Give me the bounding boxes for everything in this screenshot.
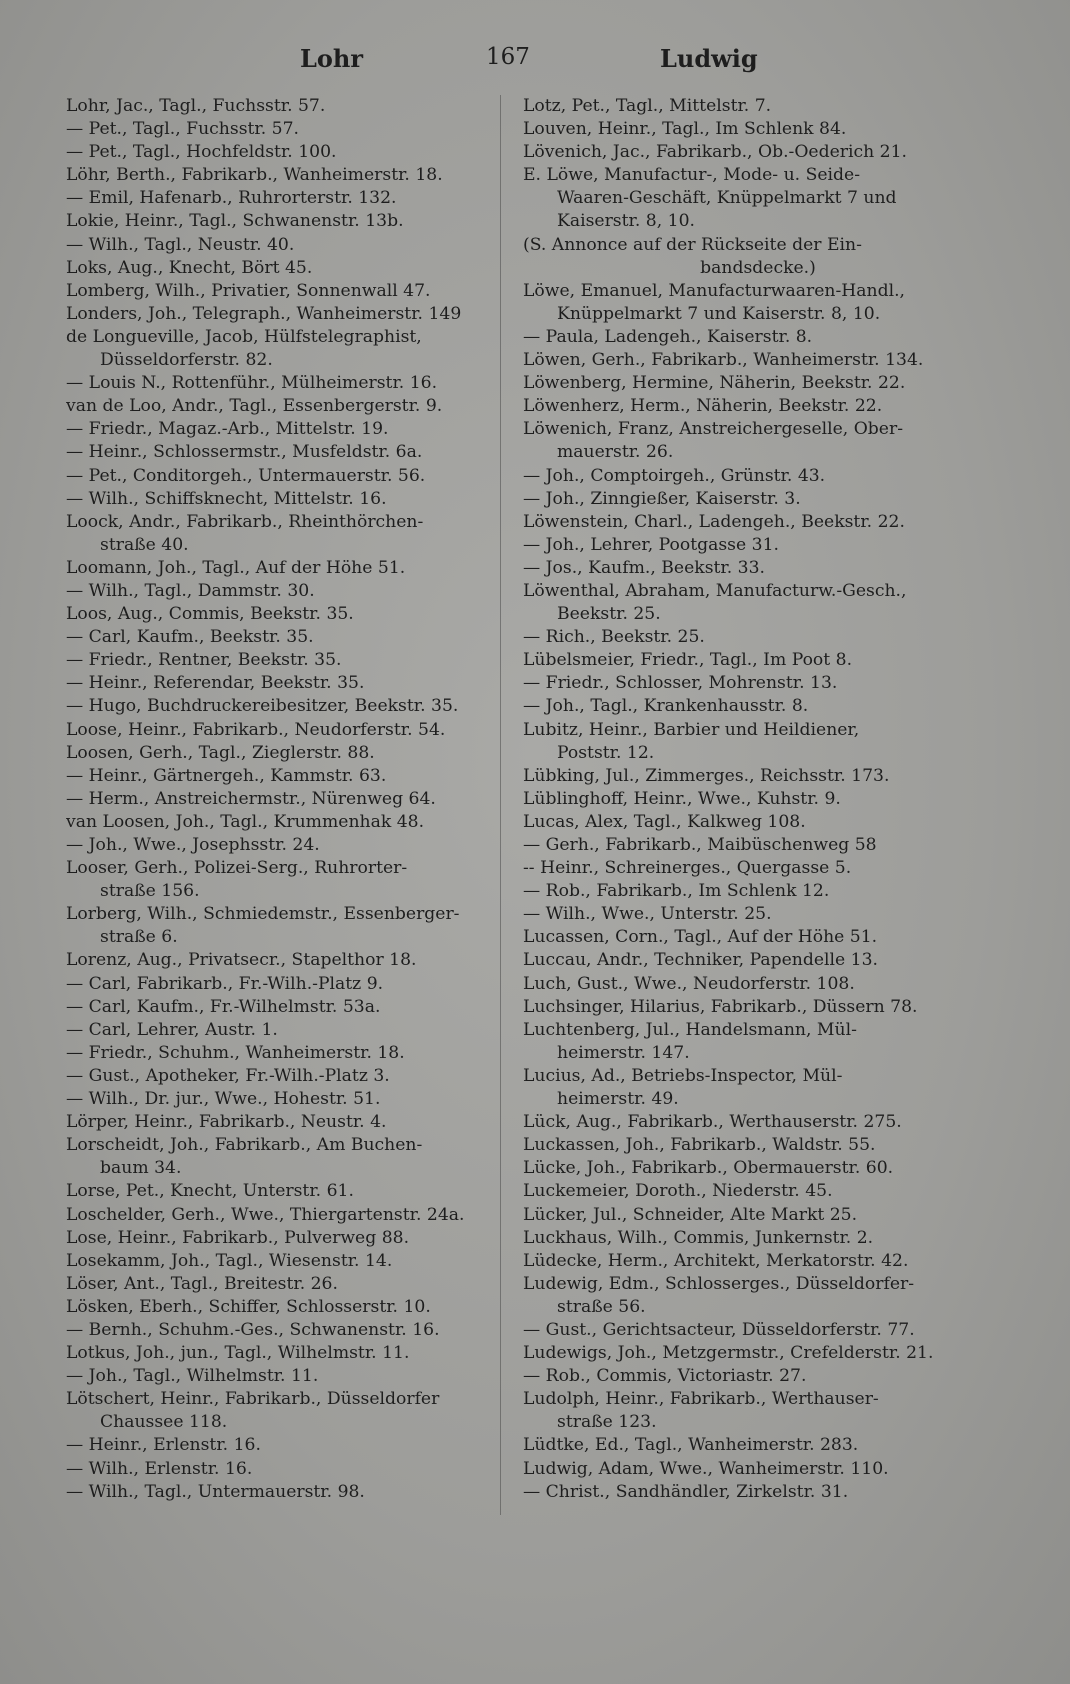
header-left-keyword: Lohr xyxy=(300,44,363,73)
directory-entry-line: bandsdecke.) xyxy=(700,257,816,278)
directory-entry-line: Lomberg, Wilh., Privatier, Sonnenwall 47. xyxy=(66,280,431,301)
directory-entry-line: — Friedr., Schuhm., Wanheimerstr. 18. xyxy=(66,1042,405,1063)
directory-entry-line: — Rich., Beekstr. 25. xyxy=(523,627,705,648)
directory-entry-line: Löwenthal, Abraham, Manufacturw.-Gesch., xyxy=(523,580,907,601)
directory-entry-line: Loosen, Gerh., Tagl., Zieglerstr. 88. xyxy=(66,742,375,763)
directory-entry-line: — Hugo, Buchdruckereibesitzer, Beekstr. 35. xyxy=(66,696,459,717)
directory-entry-line: Looser, Gerh., Polizei-Serg., Ruhrorter- xyxy=(66,858,408,879)
directory-entry-line: Ludolph, Heinr., Fabrikarb., Werthauser- xyxy=(523,1389,879,1410)
directory-entry-line: Löwenich, Franz, Anstreichergeselle, Ober- xyxy=(523,419,903,440)
directory-entry-line: Beekstr. 25. xyxy=(557,604,661,625)
directory-entry-line: Loose, Heinr., Fabrikarb., Neudorferstr. 54. xyxy=(66,719,446,740)
directory-entry-line: — Paula, Ladengeh., Kaiserstr. 8. xyxy=(523,326,813,347)
directory-entry-line: — Pet., Tagl., Hochfeldstr. 100. xyxy=(66,142,337,163)
directory-entry-line: — Heinr., Gärtnergeh., Kammstr. 63. xyxy=(66,765,387,786)
directory-entry-line: van Loosen, Joh., Tagl., Krummenhak 48. xyxy=(66,811,425,832)
directory-entry-line: Lorscheidt, Joh., Fabrikarb., Am Buchen- xyxy=(66,1135,423,1156)
directory-entry-line: — Carl, Lehrer, Austr. 1. xyxy=(66,1019,278,1040)
directory-entry-line: Löwen, Gerh., Fabrikarb., Wanheimerstr. 134. xyxy=(523,350,924,371)
directory-entry-line: Löwenherz, Herm., Näherin, Beekstr. 22. xyxy=(523,396,883,417)
directory-entry-line: Ludewig, Edm., Schlosserges., Düsseldorfer- xyxy=(523,1273,915,1294)
directory-entry-line: — Joh., Tagl., Krankenhausstr. 8. xyxy=(523,696,809,717)
directory-entry-line: — Joh., Wwe., Josephsstr. 24. xyxy=(66,835,320,855)
directory-entry-line: Luckhaus, Wilh., Commis, Junkernstr. 2. xyxy=(523,1227,874,1248)
directory-entry-line: straße 40. xyxy=(100,534,189,555)
directory-entry-line: — Bernh., Schuhm.-Ges., Schwanenstr. 16. xyxy=(66,1319,440,1340)
directory-entry-line: E. Löwe, Manufactur-, Mode- u. Seide- xyxy=(523,165,861,186)
directory-entry-line: Löwenberg, Hermine, Näherin, Beekstr. 22. xyxy=(523,373,906,394)
directory-entry-line: — Louis N., Rottenführ., Mülheimerstr. 16. xyxy=(66,373,438,394)
directory-entry-line: Ludewigs, Joh., Metzgermstr., Crefelderstr. 21. xyxy=(523,1343,934,1364)
directory-entry-line: Lubitz, Heinr., Barbier und Heildiener, xyxy=(523,719,860,740)
directory-entry-line: — Joh., Comptoirgeh., Grünstr. 43. xyxy=(523,465,826,486)
directory-entry-line: — Friedr., Magaz.-Arb., Mittelstr. 19. xyxy=(66,419,389,440)
directory-entry-line: baum 34. xyxy=(100,1158,182,1179)
directory-entry-line: Lorberg, Wilh., Schmiedemstr., Essenberger- xyxy=(66,904,460,925)
directory-entry-line: Lose, Heinr., Fabrikarb., Pulverweg 88. xyxy=(66,1227,410,1248)
directory-entry-line: Lotkus, Joh., jun., Tagl., Wilhelmstr. 11. xyxy=(66,1343,410,1364)
directory-entry-line: Löwenstein, Charl., Ladengeh., Beekstr. 22. xyxy=(523,511,905,532)
directory-entry-line: — Gerh., Fabrikarb., Maibüschenweg 58 xyxy=(523,835,877,855)
directory-entry-line: heimerstr. 49. xyxy=(557,1089,679,1110)
directory-entry-line: — Carl, Kaufm., Fr.-Wilhelmstr. 53a. xyxy=(66,996,381,1017)
directory-entry-line: Luccau, Andr., Techniker, Papendelle 13. xyxy=(523,950,878,971)
directory-entry-line: Löwe, Emanuel, Manufacturwaaren-Handl., xyxy=(523,280,906,301)
directory-entry-line: Lucas, Alex, Tagl., Kalkweg 108. xyxy=(523,811,806,832)
directory-entry-line: — Pet., Conditorgeh., Untermauerstr. 56. xyxy=(66,465,426,486)
directory-entry-line: Loock, Andr., Fabrikarb., Rheinthörchen- xyxy=(66,511,424,532)
directory-entry-line: — Friedr., Rentner, Beekstr. 35. xyxy=(66,650,342,671)
directory-entry-line: Lörper, Heinr., Fabrikarb., Neustr. 4. xyxy=(66,1112,387,1133)
directory-entry-line: Löser, Ant., Tagl., Breitestr. 26. xyxy=(66,1273,338,1294)
directory-entry-line: Londers, Joh., Telegraph., Wanheimerstr. 149 xyxy=(66,303,462,324)
directory-entry-line: — Joh., Zinngießer, Kaiserstr. 3. xyxy=(523,488,801,509)
directory-entry-line: Lösken, Eberh., Schiffer, Schlosserstr. 10. xyxy=(66,1296,431,1317)
page-number: 167 xyxy=(486,44,530,70)
directory-entry-line: Kaiserstr. 8, 10. xyxy=(557,211,695,232)
directory-entry-line: Luckemeier, Doroth., Niederstr. 45. xyxy=(523,1181,833,1202)
directory-entry-line: Lüdecke, Herm., Architekt, Merkatorstr. 42. xyxy=(523,1250,909,1271)
directory-entry-line: heimerstr. 147. xyxy=(557,1042,690,1063)
directory-entry-line: Luckassen, Joh., Fabrikarb., Waldstr. 55. xyxy=(523,1135,876,1156)
directory-entry-line: Lucius, Ad., Betriebs-Inspector, Mül- xyxy=(523,1065,843,1086)
directory-entry-line: Lüdtke, Ed., Tagl., Wanheimerstr. 283. xyxy=(523,1435,859,1456)
directory-entry-line: Lücke, Joh., Fabrikarb., Obermauerstr. 60. xyxy=(523,1158,894,1179)
directory-entry-line: Löhr, Berth., Fabrikarb., Wanheimerstr. 18. xyxy=(66,165,443,186)
directory-entry-line: — Friedr., Schlosser, Mohrenstr. 13. xyxy=(523,673,838,694)
directory-entry-line: — Gust., Gerichtsacteur, Düsseldorferstr. 77. xyxy=(523,1319,915,1340)
directory-entry-line: Ludwig, Adam, Wwe., Wanheimerstr. 110. xyxy=(523,1458,889,1479)
directory-entry-line: Lötschert, Heinr., Fabrikarb., Düsseldorfer xyxy=(66,1389,440,1410)
right-column xyxy=(523,95,993,1504)
directory-entry-line: — Wilh., Erlenstr. 16. xyxy=(66,1458,253,1479)
directory-entry-line: Lotz, Pet., Tagl., Mittelstr. 7. xyxy=(523,96,772,116)
directory-entry-line: straße 123. xyxy=(557,1412,657,1433)
directory-entry-line: — Carl, Kaufm., Beekstr. 35. xyxy=(66,627,314,648)
directory-entry-line: -- Heinr., Schreinerges., Quergasse 5. xyxy=(523,858,852,879)
directory-entry-line: Loos, Aug., Commis, Beekstr. 35. xyxy=(66,604,354,625)
directory-entry-line: — Carl, Fabrikarb., Fr.-Wilh.-Platz 9. xyxy=(66,973,384,994)
directory-entry-line: Luchsinger, Hilarius, Fabrikarb., Düssern 78. xyxy=(523,996,918,1017)
directory-entry-line: de Longueville, Jacob, Hülfstelegraphist, xyxy=(66,326,422,347)
directory-entry-line: — Heinr., Schlossermstr., Musfeldstr. 6a. xyxy=(66,442,423,463)
directory-entry-line: — Gust., Apotheker, Fr.-Wilh.-Platz 3. xyxy=(66,1065,390,1086)
directory-entry-line: Losekamm, Joh., Tagl., Wiesenstr. 14. xyxy=(66,1250,393,1271)
directory-entry-line: — Heinr., Referendar, Beekstr. 35. xyxy=(66,673,365,694)
directory-entry-line: straße 56. xyxy=(557,1296,646,1317)
directory-entry-line: Loks, Aug., Knecht, Bört 45. xyxy=(66,257,313,278)
directory-entry-line: — Wilh., Tagl., Neustr. 40. xyxy=(66,234,295,255)
directory-entry-line: Lüblinghoff, Heinr., Wwe., Kuhstr. 9. xyxy=(523,788,841,809)
directory-entry-line: — Rob., Commis, Victoriastr. 27. xyxy=(523,1366,807,1387)
directory-entry-line: Lück, Aug., Fabrikarb., Werthauserstr. 275. xyxy=(523,1112,902,1133)
directory-entry-line: Düsseldorferstr. 82. xyxy=(100,350,273,371)
directory-entry-line: — Jos., Kaufm., Beekstr. 33. xyxy=(523,557,766,578)
directory-entry-line: straße 6. xyxy=(100,927,178,948)
directory-entry-line: Lübelsmeier, Friedr., Tagl., Im Poot 8. xyxy=(523,650,853,671)
directory-entry-line: — Wilh., Tagl., Untermauerstr. 98. xyxy=(66,1481,365,1502)
directory-entry-line: straße 156. xyxy=(100,881,200,902)
directory-entry-line: Loomann, Joh., Tagl., Auf der Höhe 51. xyxy=(66,557,406,578)
directory-entry-line: — Wilh., Schiffsknecht, Mittelstr. 16. xyxy=(66,488,387,509)
directory-entry-line: Chaussee 118. xyxy=(100,1412,228,1433)
directory-entry-line: Lorenz, Aug., Privatsecr., Stapelthor 18. xyxy=(66,950,417,971)
directory-entry-line: (S. Annonce auf der Rückseite der Ein- xyxy=(523,234,862,255)
page-header xyxy=(0,44,1070,84)
directory-entry-line: — Joh., Tagl., Wilhelmstr. 11. xyxy=(66,1366,319,1387)
directory-entry-line: — Rob., Fabrikarb., Im Schlenk 12. xyxy=(523,881,830,902)
directory-entry-line: Loschelder, Gerh., Wwe., Thiergartenstr. 24a. xyxy=(66,1204,465,1225)
directory-entry-line: — Wilh., Wwe., Unterstr. 25. xyxy=(523,904,772,925)
header-right-keyword: Ludwig xyxy=(660,44,758,73)
directory-entry-line: Waaren-Geschäft, Knüppelmarkt 7 und xyxy=(557,188,897,209)
directory-entry-line: Poststr. 12. xyxy=(557,742,655,763)
directory-entry-line: — Christ., Sandhändler, Zirkelstr. 31. xyxy=(523,1481,849,1502)
directory-entry-line: — Wilh., Dr. jur., Wwe., Hohestr. 51. xyxy=(66,1089,381,1110)
directory-entry-line: van de Loo, Andr., Tagl., Essenbergerstr. 9. xyxy=(66,396,443,417)
directory-entry-line: Lübking, Jul., Zimmerges., Reichsstr. 173. xyxy=(523,765,890,786)
directory-entry-line: — Heinr., Erlenstr. 16. xyxy=(66,1435,261,1456)
directory-entry-line: Luch, Gust., Wwe., Neudorferstr. 108. xyxy=(523,973,855,994)
directory-entry-line: — Pet., Tagl., Fuchsstr. 57. xyxy=(66,119,300,140)
directory-entry-line: Louven, Heinr., Tagl., Im Schlenk 84. xyxy=(523,119,847,140)
directory-entry-line: — Joh., Lehrer, Pootgasse 31. xyxy=(523,534,779,555)
directory-entry-line: — Emil, Hafenarb., Ruhrorterstr. 132. xyxy=(66,188,397,209)
directory-entry-line: Lokie, Heinr., Tagl., Schwanenstr. 13b. xyxy=(66,211,404,232)
directory-entry-line: Lorse, Pet., Knecht, Unterstr. 61. xyxy=(66,1181,354,1202)
directory-entry-line: mauerstr. 26. xyxy=(557,442,674,463)
directory-entry-line: — Herm., Anstreichermstr., Nürenweg 64. xyxy=(66,788,436,809)
directory-entry-line: Lövenich, Jac., Fabrikarb., Ob.-Oederich 21. xyxy=(523,142,907,163)
directory-entry-line: Lohr, Jac., Tagl., Fuchsstr. 57. xyxy=(66,96,326,116)
directory-entry-line: Lucassen, Corn., Tagl., Auf der Höhe 51. xyxy=(523,927,878,948)
left-column xyxy=(66,95,521,1504)
directory-entry-line: Lücker, Jul., Schneider, Alte Markt 25. xyxy=(523,1204,858,1225)
directory-entry-line: Luchtenberg, Jul., Handelsmann, Mül- xyxy=(523,1019,857,1040)
directory-entry-line: — Wilh., Tagl., Dammstr. 30. xyxy=(66,580,315,601)
directory-entry-line: Knüppelmarkt 7 und Kaiserstr. 8, 10. xyxy=(557,303,881,324)
